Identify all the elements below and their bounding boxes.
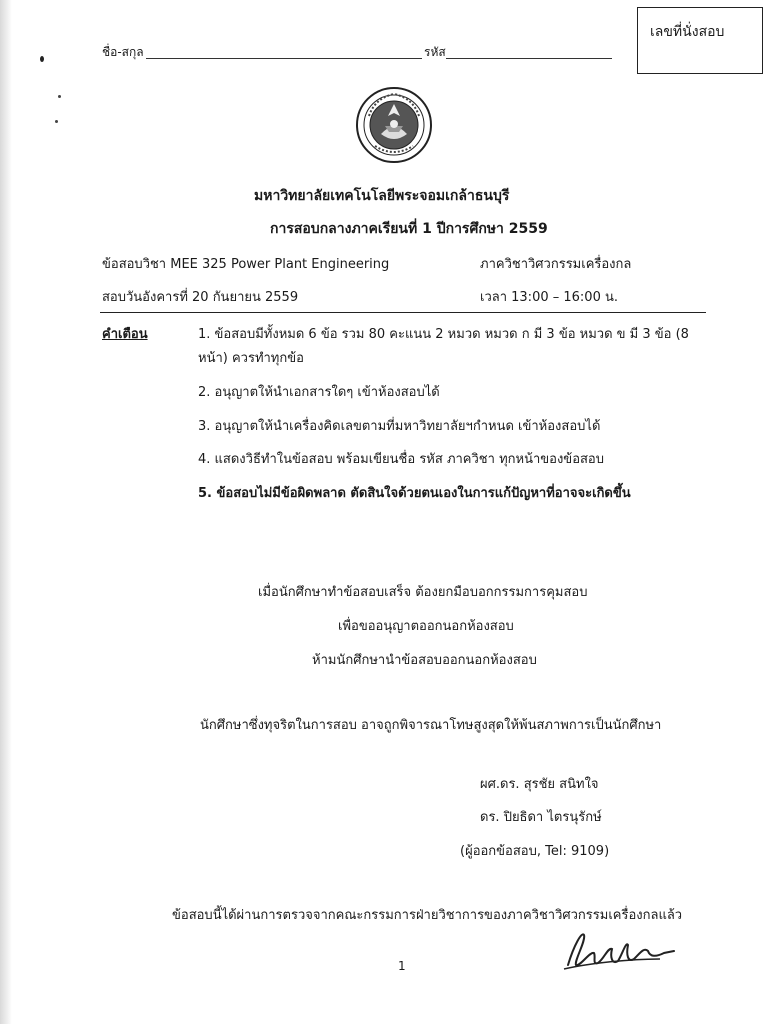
seat-label: เลขที่นั่งสอบ [650,24,725,40]
warning-item-4: 4. แสดงวิธีทำในข้อสอบ พร้อมเขียนชื่อ รหัส ภาควิชา ทุกหน้าของข้อสอบ [198,452,604,467]
margin-mark [58,95,61,98]
seat-number-box [637,7,763,74]
instruction-line-3: ห้ามนักศึกษานำข้อสอบออกนอกห้องสอบ [312,653,537,668]
instruction-line-2: เพื่อขออนุญาตออกนอกห้องสอบ [338,619,514,634]
penalty-notice: นักศึกษาซึ่งทุจริตในการสอบ อาจถูกพิจารณาโทษสูงสุดให้พ้นสภาพการเป็นนักศึกษา [200,718,662,733]
exam-time: เวลา 13:00 – 16:00 น. [480,290,618,305]
examiner-2: ดร. ปิยธิดา ไตรนุรักษ์ [480,810,602,825]
margin-mark [55,120,58,123]
name-line [146,58,422,59]
margin-mark [40,56,44,62]
instruction-line-1: เมื่อนักศึกษาทำข้อสอบเสร็จ ต้องยกมือบอกกรรมการคุมสอบ [258,585,588,600]
warning-item-5: 5. ข้อสอบไม่มีข้อผิดพลาด ตัดสินใจด้วยตนเองในการแก้ปัญหาที่อาจจะเกิดขึ้น [198,486,631,501]
examiner-1: ผศ.ดร. สุรชัย สนิทใจ [480,777,599,792]
exam-date: สอบวันอังคารที่ 20 กันยายน 2559 [102,290,299,305]
subject: ข้อสอบวิชา MEE 325 Power Plant Engineering [102,257,390,272]
page-edge [0,0,12,1024]
warning-item-1: 1. ข้อสอบมีทั้งหมด 6 ข้อ รวม 80 คะแนน 2 หมวด หมวด ก มี 3 ข้อ หมวด ข มี 3 ข้อ (8 [198,327,689,342]
warning-item-3: 3. อนุญาตให้นำเครื่องคิดเลขตามที่มหาวิทยาลัยฯกำหนด เข้าห้องสอบได้ [198,419,601,434]
page-number: 1 [398,959,406,973]
name-label: ชื่อ-สกุล [102,45,144,59]
university-seal-icon [355,86,433,164]
warning-item-2: 2. อนุญาตให้นำเอกสารใดๆ เข้าห้องสอบได้ [198,385,440,400]
id-label: รหัส [424,45,446,59]
exam-title: การสอบกลางภาคเรียนที่ 1 ปีการศึกษา 2559 [270,221,548,237]
id-line [446,58,612,59]
warning-label: คำเตือน [102,327,148,342]
examiner-contact: (ผู้ออกข้อสอบ, Tel: 9109) [460,844,610,859]
signature [560,925,680,975]
warning-item-1-cont: หน้า) ควรทำทุกข้อ [198,351,304,366]
department: ภาควิชาวิศวกรรมเครื่องกล [480,257,632,272]
university-name: มหาวิทยาลัยเทคโนโลยีพระจอมเกล้าธนบุรี [254,188,510,204]
approval-note: ข้อสอบนี้ได้ผ่านการตรวจจากคณะกรรมการฝ่ายวิชาการของภาควิชาวิศวกรรมเครื่องกลแล้ว [172,908,683,923]
header-divider [100,312,706,313]
